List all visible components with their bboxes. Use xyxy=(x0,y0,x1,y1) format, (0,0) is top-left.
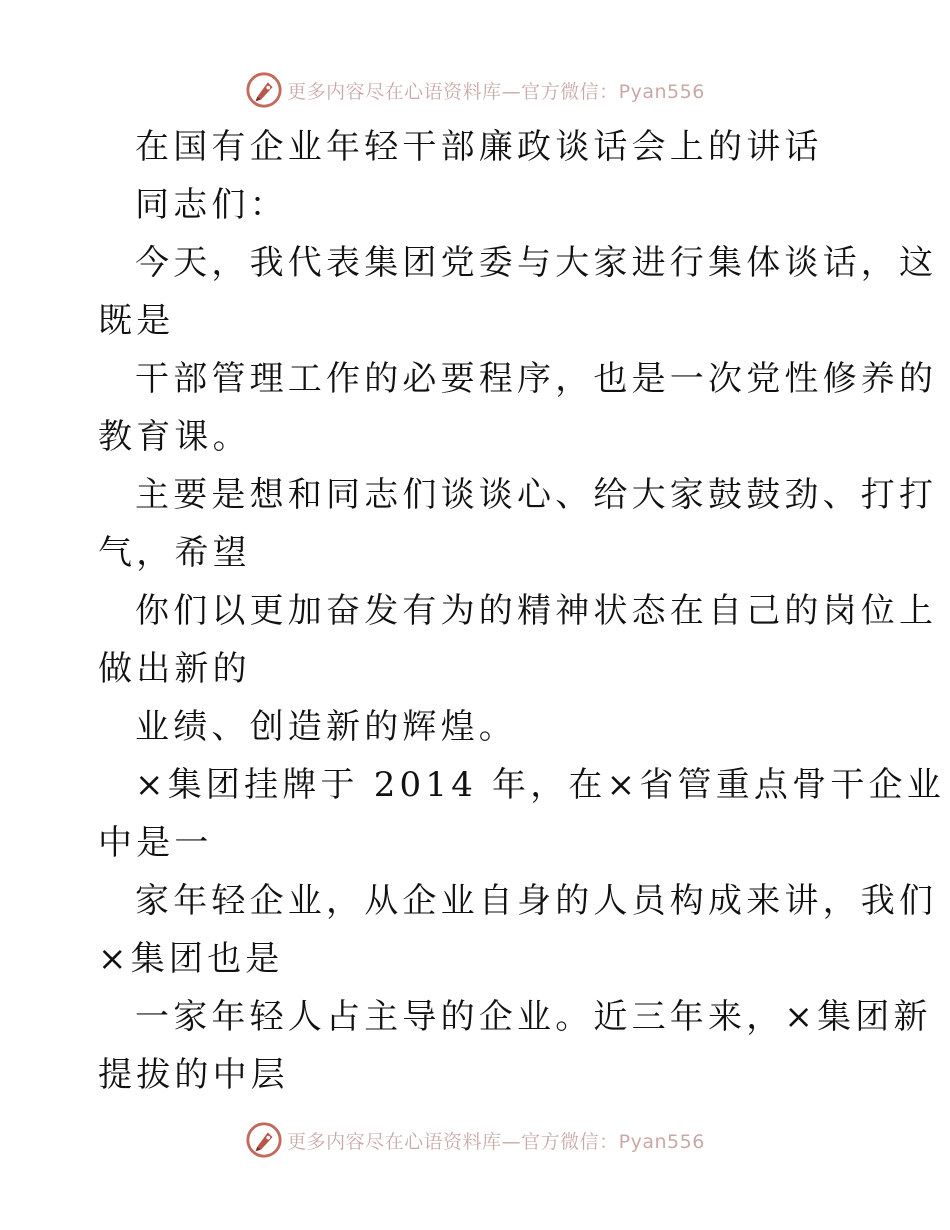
text-line: 既是 xyxy=(98,301,175,341)
text-line: 主要是想和同志们谈谈心、给大家鼓鼓劲、打打 xyxy=(135,475,938,515)
text-line: 中是一 xyxy=(98,823,213,863)
text-line: 业绩、创造新的辉煌。 xyxy=(135,707,517,747)
watermark-header xyxy=(0,68,950,112)
text-line: 今天，我代表集团党委与大家进行集体谈话，这 xyxy=(135,243,938,283)
text-line: 同志们： xyxy=(135,185,288,225)
text-line: 提拔的中层 xyxy=(98,1055,289,1095)
text-line: 一家年轻人占主导的企业。近三年来，×集团新 xyxy=(135,997,932,1037)
text-line: 你们以更加奋发有为的精神状态在自己的岗位上 xyxy=(135,591,938,631)
document-body xyxy=(98,118,945,1104)
text-line: ×集团也是 xyxy=(98,939,284,979)
text-line: 教育课。 xyxy=(98,417,251,457)
watermark-footer xyxy=(0,1118,950,1162)
watermark-text: 更多内容尽在心语资料库—官方微信：Pyan556 xyxy=(287,80,705,103)
text-line: 气，希望 xyxy=(98,533,251,573)
text-line: 做出新的 xyxy=(98,649,251,689)
document-title: 在国有企业年轻干部廉政谈话会上的讲话 xyxy=(135,127,823,167)
pen-nib-circle-icon xyxy=(245,1121,283,1159)
text-line: 家年轻企业，从企业自身的人员构成来讲，我们 xyxy=(135,881,938,921)
text-line: 干部管理工作的必要程序，也是一次党性修养的 xyxy=(135,359,938,399)
pen-nib-circle-icon xyxy=(245,71,283,109)
text-line: ×集团挂牌于 2014 年，在×省管重点骨干企业 xyxy=(135,765,945,805)
watermark-text: 更多内容尽在心语资料库—官方微信：Pyan556 xyxy=(287,1130,705,1153)
